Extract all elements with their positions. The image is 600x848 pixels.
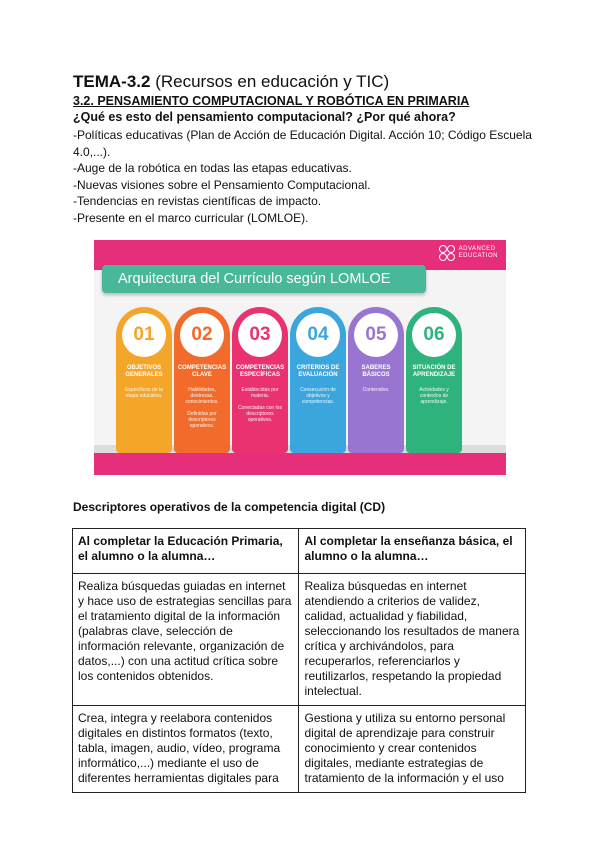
card-number: 06 xyxy=(412,313,456,357)
card-title: COMPETENCIAS CLAVE xyxy=(177,365,227,378)
topic-code: TEMA-3.2 xyxy=(73,72,151,91)
card-title: COMPETENCIAS ESPECÍFICAS xyxy=(235,365,285,378)
card-title: SITUACIÓN DE APRENDIZAJE xyxy=(412,365,456,378)
topic-name: (Recursos en educación y TIC) xyxy=(150,72,390,91)
logo-line1: ADVANCED xyxy=(458,246,496,252)
table-cell: Realiza búsquedas en internet atendiendo a criterios de validez, calidad, actualidad y fiabilidad, seleccionando los resultados de manera crítica y archivándolos, para recuperarlos, referenciarlos y reutilizarlos, respetando la propiedad intelectual. xyxy=(299,574,526,706)
header-primaria: Al completar la Educación Primaria, el alumno o la alumna… xyxy=(73,529,299,574)
card-number: 02 xyxy=(180,313,224,357)
card-title: OBJETIVOS GENERALES xyxy=(125,365,163,378)
list-item: -Políticas educativas (Plan de Acción de Educación Digital. Acción 10; Código Escuela 4.0,...). xyxy=(73,128,532,159)
card-desc: Consecución de objetivos y competencias. xyxy=(300,387,336,405)
infographic-banner: Arquitectura del Currículo según LOMLOE xyxy=(102,265,426,293)
list-item: -Presente en el marco curricular (LOMLOE). xyxy=(73,210,309,225)
card-title: CRITERIOS DE EVALUACIÓN xyxy=(296,365,340,378)
card-desc: Contenidos. xyxy=(362,387,390,393)
table-row xyxy=(73,706,526,793)
card-number: 01 xyxy=(122,313,166,357)
card-number: 03 xyxy=(238,313,282,357)
card-desc: Establecidas por materia. xyxy=(241,387,279,399)
header-basica: Al completar la enseñanza básica, el alumno o la alumna… xyxy=(299,529,526,574)
table-header-row xyxy=(73,529,526,574)
descriptors-title: Descriptores operativos de la competencia digital (CD) xyxy=(73,500,386,514)
card-number: 05 xyxy=(354,313,398,357)
card-desc: Actividades y contextos de aprendizaje. xyxy=(419,387,449,405)
table-cell: Gestiona y utiliza su entorno personal digital de aprendizaje para construir conocimiento y crear contenidos digitales, mediante estrategias de tratamiento de la información y el uso xyxy=(299,706,526,793)
logo-line2: EDUCATION xyxy=(458,253,498,259)
list-item: -Tendencias en revistas científicas de impacto. xyxy=(73,194,322,208)
section-heading: 3.2. PENSAMIENTO COMPUTACIONAL Y ROBÓTICA EN PRIMARIA xyxy=(73,94,470,108)
list-item: -Auge de la robótica en todas las etapas educativas. xyxy=(73,161,352,175)
card-desc: Específicos de la etapa educativa. xyxy=(125,387,163,399)
descriptors-table xyxy=(72,528,526,793)
card-desc-2: Conectadas con los descriptores operativos. xyxy=(238,405,282,423)
card-desc-2: Definidas por descriptores operativos. xyxy=(187,411,217,429)
table-row xyxy=(73,574,526,706)
card-desc: Habilidades, destrezas, conocimientos. xyxy=(185,387,219,405)
list-item: -Nuevas visiones sobre el Pensamiento Computacional. xyxy=(73,177,371,192)
question-heading: ¿Qué es esto del pensamiento computacional? ¿Por qué ahora? xyxy=(73,110,456,124)
card-number: 04 xyxy=(296,313,340,357)
table-cell: Crea, integra y reelabora contenidos digitales en distintos formatos (texto, tabla, imagen, audio, vídeo, programa informático,...) mediante el uso de diferentes herramientas digitales para xyxy=(73,706,299,793)
table-cell: Realiza búsquedas guiadas en internet y hace uso de estrategias sencillas para el tratamiento digital de la información (palabras clave, selección de información relevante, organización de datos,...) con una actitud crítica sobre los contenidos obtenidos. xyxy=(73,574,299,706)
card-title: SABERES BÁSICOS xyxy=(361,365,391,378)
